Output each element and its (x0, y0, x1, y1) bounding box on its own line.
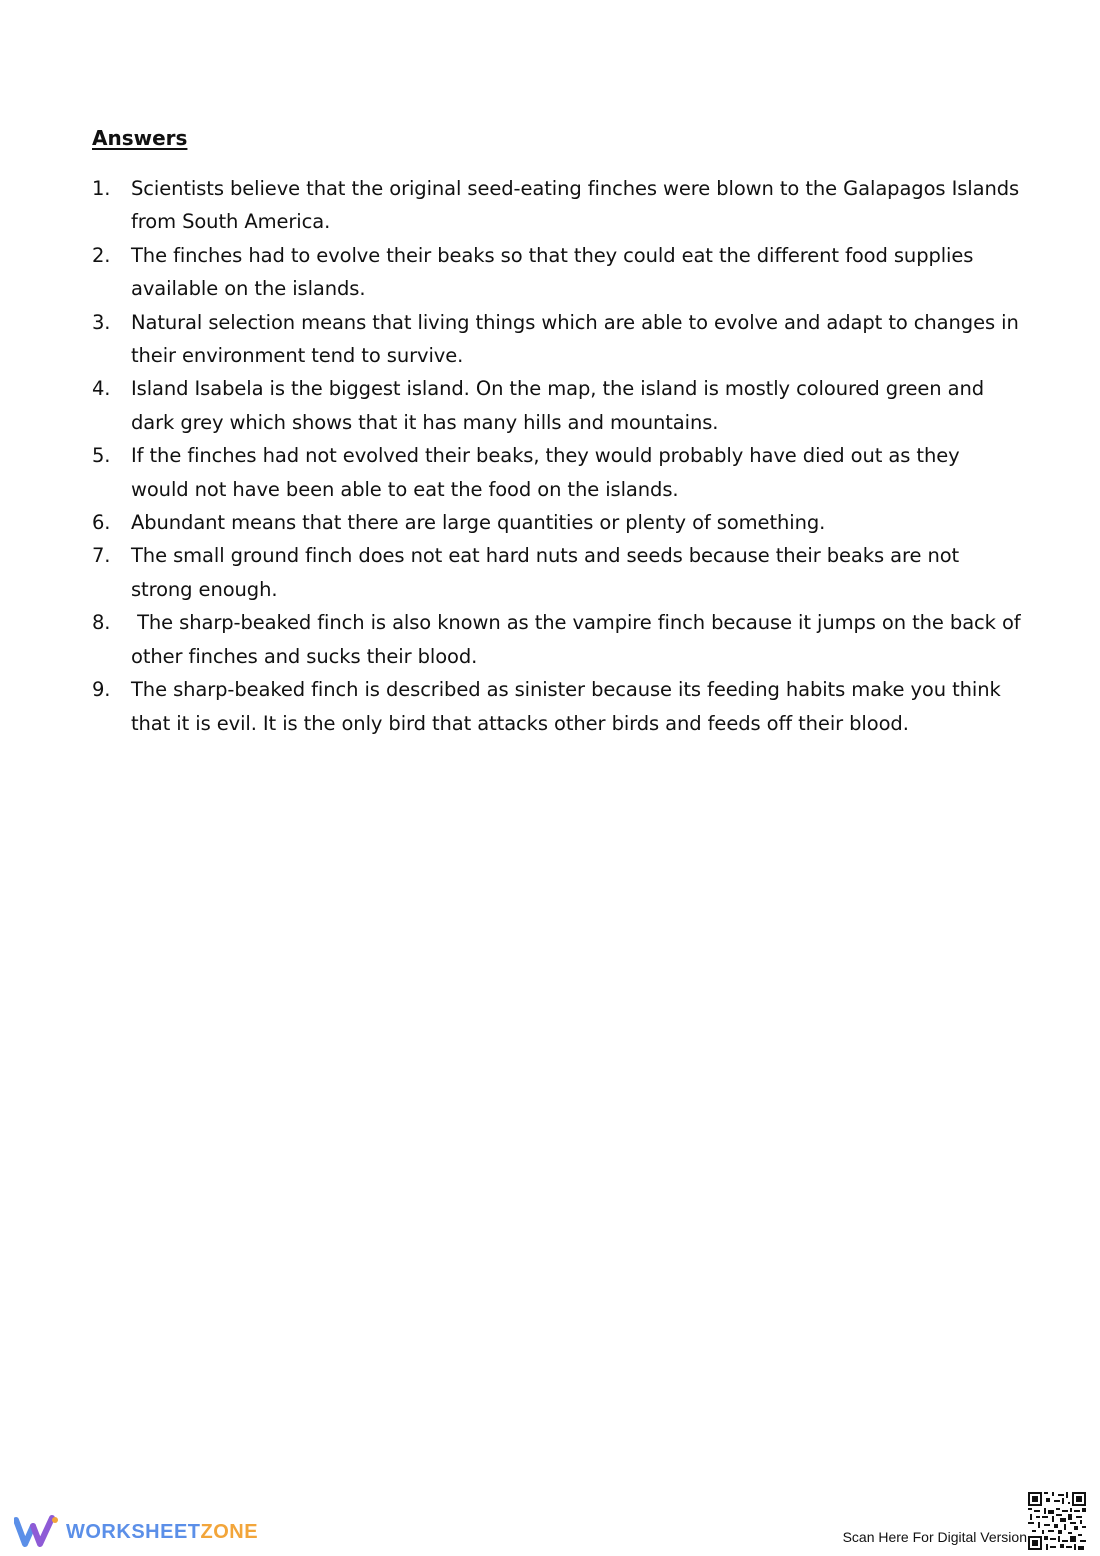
brand-name-part2: ZONE (200, 1520, 259, 1543)
item-text: The finches had to evolve their beaks so that they could eat the different food supplies available on the islands. (131, 243, 980, 301)
item-text: Natural selection means that living things which are able to evolve and adapt to changes in their environment tend to survive. (131, 310, 1025, 368)
page-heading: Answers (92, 126, 188, 150)
item-number: 4. (92, 377, 111, 401)
list-item (92, 306, 1025, 373)
list-item (92, 539, 1022, 606)
item-number: 9. (92, 678, 111, 702)
item-text: Island Isabela is the biggest island. On the map, the island is mostly coloured green and dark grey which shows that it has many hills and mountains. (131, 377, 991, 434)
item-number: 5. (92, 444, 111, 468)
item-number: 1. (92, 177, 111, 200)
list-item (92, 439, 1022, 506)
list-item (92, 372, 1022, 439)
item-number: 2. (92, 243, 111, 267)
item-text: If the finches had not evolved their beaks, they would probably have died out as they would not have been able to eat the food on the islands. (131, 444, 966, 501)
item-text: Scientists believe that the original seed-eating finches were blown to the Galapagos Islands from South America. (131, 177, 1026, 234)
item-number: 7. (92, 544, 111, 568)
scan-instruction: Scan Here For Digital Version (842, 1529, 1027, 1545)
answer-list (92, 172, 1027, 740)
list-item (92, 506, 1022, 539)
item-text: Abundant means that there are large quantities or plenty of something. (131, 511, 826, 535)
list-item (92, 606, 1027, 673)
item-number: 6. (92, 511, 111, 535)
brand-name-part1: WORKSHEET (66, 1520, 201, 1543)
logo-icon (14, 1514, 60, 1550)
worksheetzone-logo[interactable] (14, 1514, 258, 1550)
list-item (92, 172, 1026, 239)
brand-name (66, 1521, 258, 1544)
list-item (92, 239, 1022, 306)
item-text: The sharp-beaked finch is also known as the vampire finch because it jumps on the back of other finches and sucks their blood. (131, 611, 1027, 668)
item-text: The sharp-beaked finch is described as sinister because its feeding habits make you think that it is evil. It is the only bird that attacks other birds and feeds off their blood. (131, 678, 1007, 735)
qr-code-icon[interactable] (1028, 1492, 1086, 1550)
list-item (92, 673, 1022, 740)
item-number: 8. (92, 611, 111, 635)
item-number: 3. (92, 310, 111, 334)
item-text: The small ground finch does not eat hard nuts and seeds because their beaks are not strong enough. (131, 544, 966, 601)
